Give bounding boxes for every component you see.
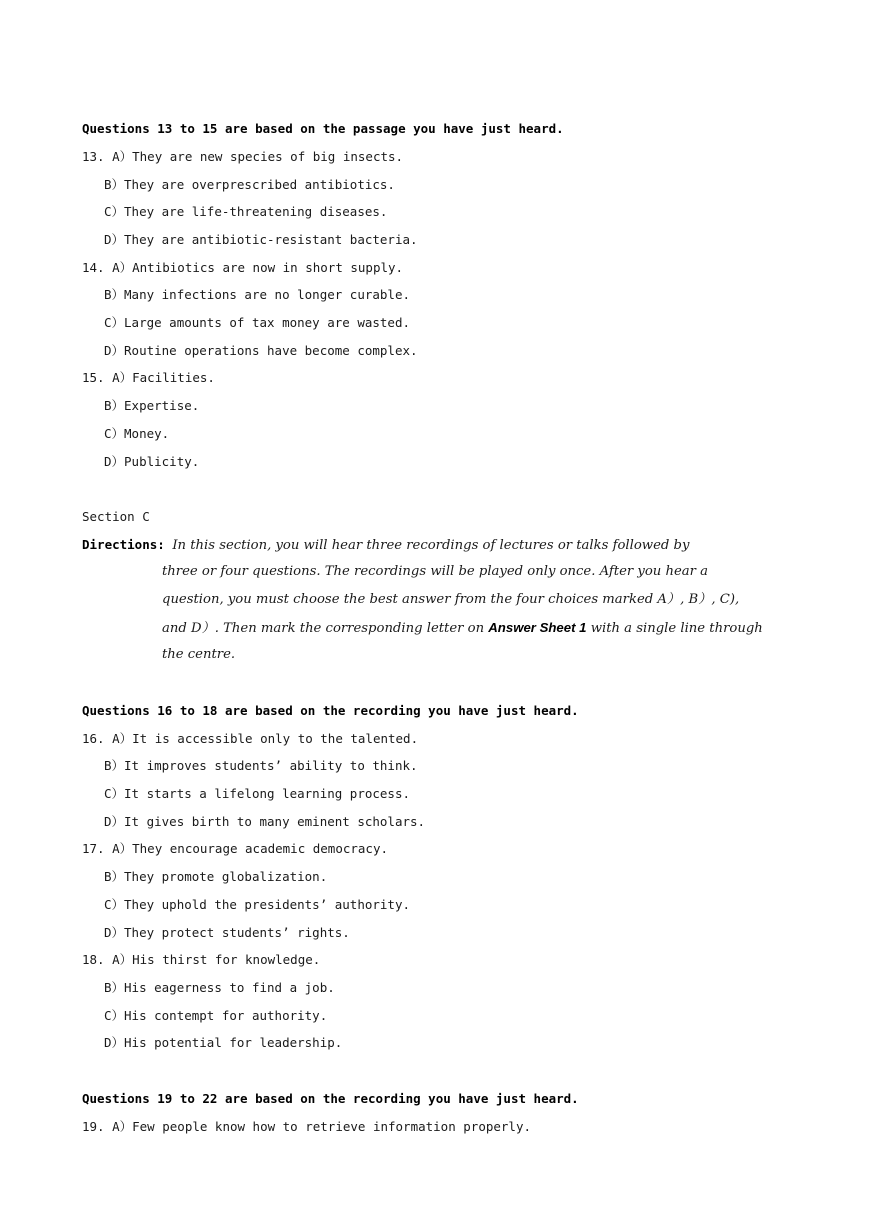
directions-line: three or four questions. The recordings will be played only once. After you hear a xyxy=(162,564,708,579)
answer-option: B）Expertise. xyxy=(104,398,200,413)
question-number: 19. xyxy=(82,1119,105,1134)
question-group-heading: Questions 19 to 22 are based on the recording you have just heard. xyxy=(82,1091,579,1106)
answer-option: D）They are antibiotic-resistant bacteria. xyxy=(104,232,418,247)
answer-option: C）They uphold the presidents’ authority. xyxy=(104,897,410,912)
directions-text: with a single line through xyxy=(586,621,763,636)
question-17 xyxy=(82,841,388,857)
question-16 xyxy=(82,731,418,747)
answer-option: B）His eagerness to find a job. xyxy=(104,980,335,995)
directions-label: Directions: xyxy=(82,537,165,552)
question-number: 13. xyxy=(82,149,105,164)
answer-sheet-ref: Answer Sheet 1 xyxy=(488,620,587,635)
answer-option: D）Routine operations have become complex. xyxy=(104,343,418,358)
question-19 xyxy=(82,1119,531,1135)
answer-option: B）They promote globalization. xyxy=(104,869,328,884)
directions xyxy=(82,537,689,554)
directions-line: In this section, you will hear three recordings of lectures or talks followed by xyxy=(172,538,690,553)
question-number: 18. xyxy=(82,952,105,967)
answer-option: A）Few people know how to retrieve information properly. xyxy=(112,1119,531,1134)
answer-option: D）His potential for leadership. xyxy=(104,1035,343,1050)
answer-option: C）They are life-threatening diseases. xyxy=(104,204,388,219)
question-15 xyxy=(82,370,215,386)
directions-text: and D）. Then mark the corresponding letter on xyxy=(162,621,489,636)
question-group-heading: Questions 16 to 18 are based on the recording you have just heard. xyxy=(82,703,579,718)
answer-option: A）They are new species of big insects. xyxy=(112,149,404,164)
question-number: 16. xyxy=(82,731,105,746)
answer-option: C）His contempt for authority. xyxy=(104,1008,328,1023)
answer-option: C）Money. xyxy=(104,426,170,441)
question-14 xyxy=(82,260,403,276)
section-title: Section C xyxy=(82,509,150,524)
question-number: 17. xyxy=(82,841,105,856)
answer-option: C）It starts a lifelong learning process. xyxy=(104,786,410,801)
question-18 xyxy=(82,952,320,968)
question-13 xyxy=(82,149,403,165)
answer-option: D）It gives birth to many eminent scholars. xyxy=(104,814,426,829)
answer-option: D）Publicity. xyxy=(104,454,200,469)
question-number: 15. xyxy=(82,370,105,385)
answer-option: A）It is accessible only to the talented. xyxy=(112,731,419,746)
answer-option: A）They encourage academic democracy. xyxy=(112,841,389,856)
directions-line: question, you must choose the best answer from the four choices marked A）, B）, C), xyxy=(162,592,740,607)
answer-option: B）They are overprescribed antibiotics. xyxy=(104,177,395,192)
answer-option: A）His thirst for knowledge. xyxy=(112,952,321,967)
answer-option: A）Antibiotics are now in short supply. xyxy=(112,260,404,275)
question-group-heading: Questions 13 to 15 are based on the passage you have just heard. xyxy=(82,121,564,136)
answer-option: A）Facilities. xyxy=(112,370,215,385)
directions-line: the centre. xyxy=(162,647,236,662)
question-number: 14. xyxy=(82,260,105,275)
answer-option: B）Many infections are no longer curable. xyxy=(104,287,410,302)
directions-line xyxy=(162,620,763,637)
answer-option: B）It improves students’ ability to think. xyxy=(104,758,418,773)
answer-option: D）They protect students’ rights. xyxy=(104,925,350,940)
answer-option: C）Large amounts of tax money are wasted. xyxy=(104,315,410,330)
